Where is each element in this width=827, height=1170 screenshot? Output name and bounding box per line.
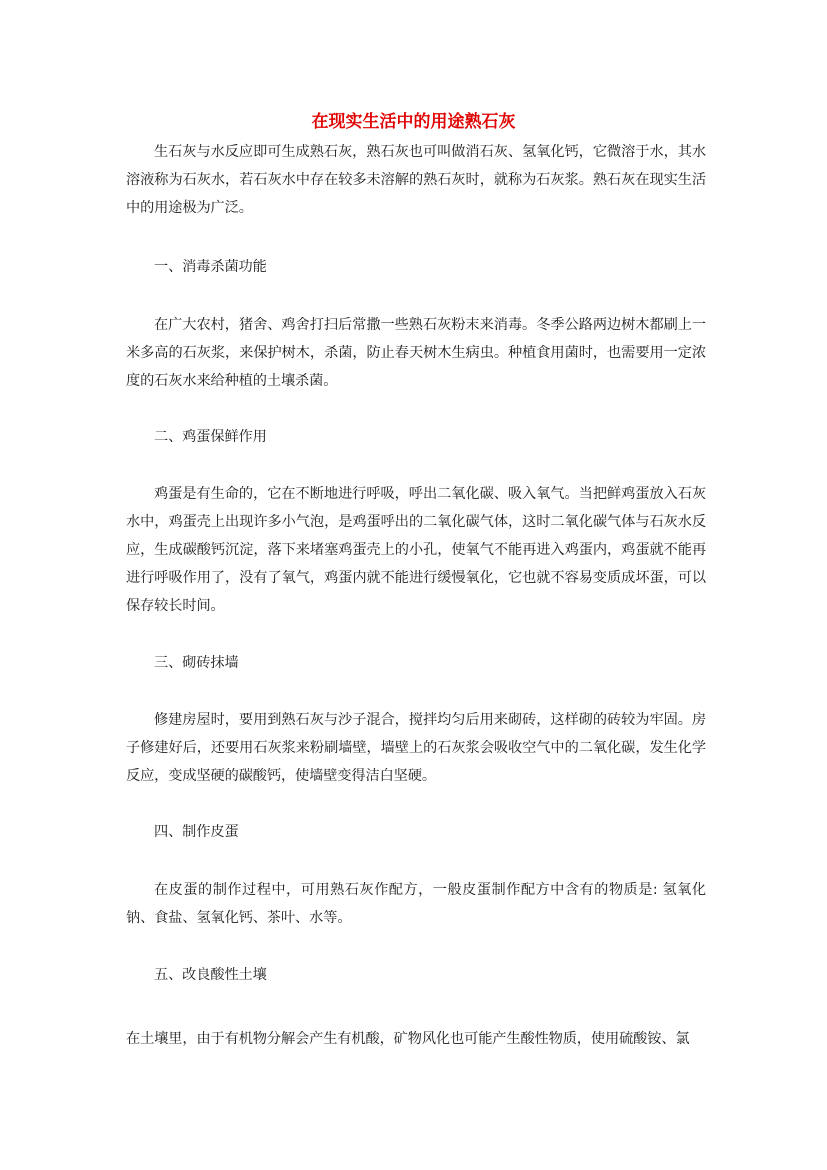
section-body-soil-improvement: 在土壤里，由于有机物分解会产生有机酸，矿物风化也可能产生酸性物质，使用硫酸铵、氯 (126, 1031, 690, 1047)
section-heading-century-egg: 四、制作皮蛋 (154, 824, 239, 840)
section-body-century-egg: 在皮蛋的制作过程中，可用熟石灰作配方，一般皮蛋制作配方中含有的物质是: 氢氧化钠、食盐、氢氧化钙、茶叶、水等。 (126, 882, 706, 926)
document-title: 在现实生活中的用途熟石灰 (311, 112, 516, 132)
section-body-egg-preservation: 鸡蛋是有生命的，它在不断地进行呼吸，呼出二氧化碳、吸入氧气。当把鲜鸡蛋放入石灰水中，鸡蛋壳上出现许多小气泡，是鸡蛋呼出的二氧化碳气体，这时二氧化碳气体与石灰水反应，生成碳酸钙沉淀，落下来堵塞鸡蛋壳上的小孔，使氧气不能再进入鸡蛋内，鸡蛋就不能再进行呼吸作用了，没有了氧气，鸡蛋内就不能进行缓慢氧化，它也就不容易变质成坏蛋，可以保存较长时间。 (126, 486, 706, 614)
section-body-disinfection: 在广大农村，猪舍、鸡舍打扫后常撒一些熟石灰粉末来消毒。冬季公路两边树木都刷上一米多高的石灰浆，来保护树木，杀菌，防止春天树木生病虫。种植食用菌时，也需要用一定浓度的石灰水来给种植的土壤杀菌。 (126, 317, 706, 389)
section-heading-soil-improvement: 五、改良酸性土壤 (154, 967, 267, 983)
section-heading-egg-preservation: 二、鸡蛋保鲜作用 (154, 429, 267, 445)
section-heading-disinfection: 一、消毒杀菌功能 (154, 259, 267, 275)
section-heading-masonry: 三、砌砖抹墙 (154, 655, 239, 671)
section-body-masonry: 修建房屋时，要用到熟石灰与沙子混合，搅拌均匀后用来砌砖，这样砌的砖较为牢固。房子修建好后，还要用石灰浆来粉刷墙壁，墙壁上的石灰浆会吸收空气中的二氧化碳，发生化学反应，变成坚硬的碳酸钙，使墙壁变得洁白坚硬。 (126, 712, 706, 784)
intro-paragraph: 生石灰与水反应即可生成熟石灰，熟石灰也可叫做消石灰、氢氧化钙，它微溶于水，其水溶液称为石灰水，若石灰水中存在较多未溶解的熟石灰时，就称为石灰浆。熟石灰在现实生活中的用途极为广泛。 (126, 144, 706, 216)
